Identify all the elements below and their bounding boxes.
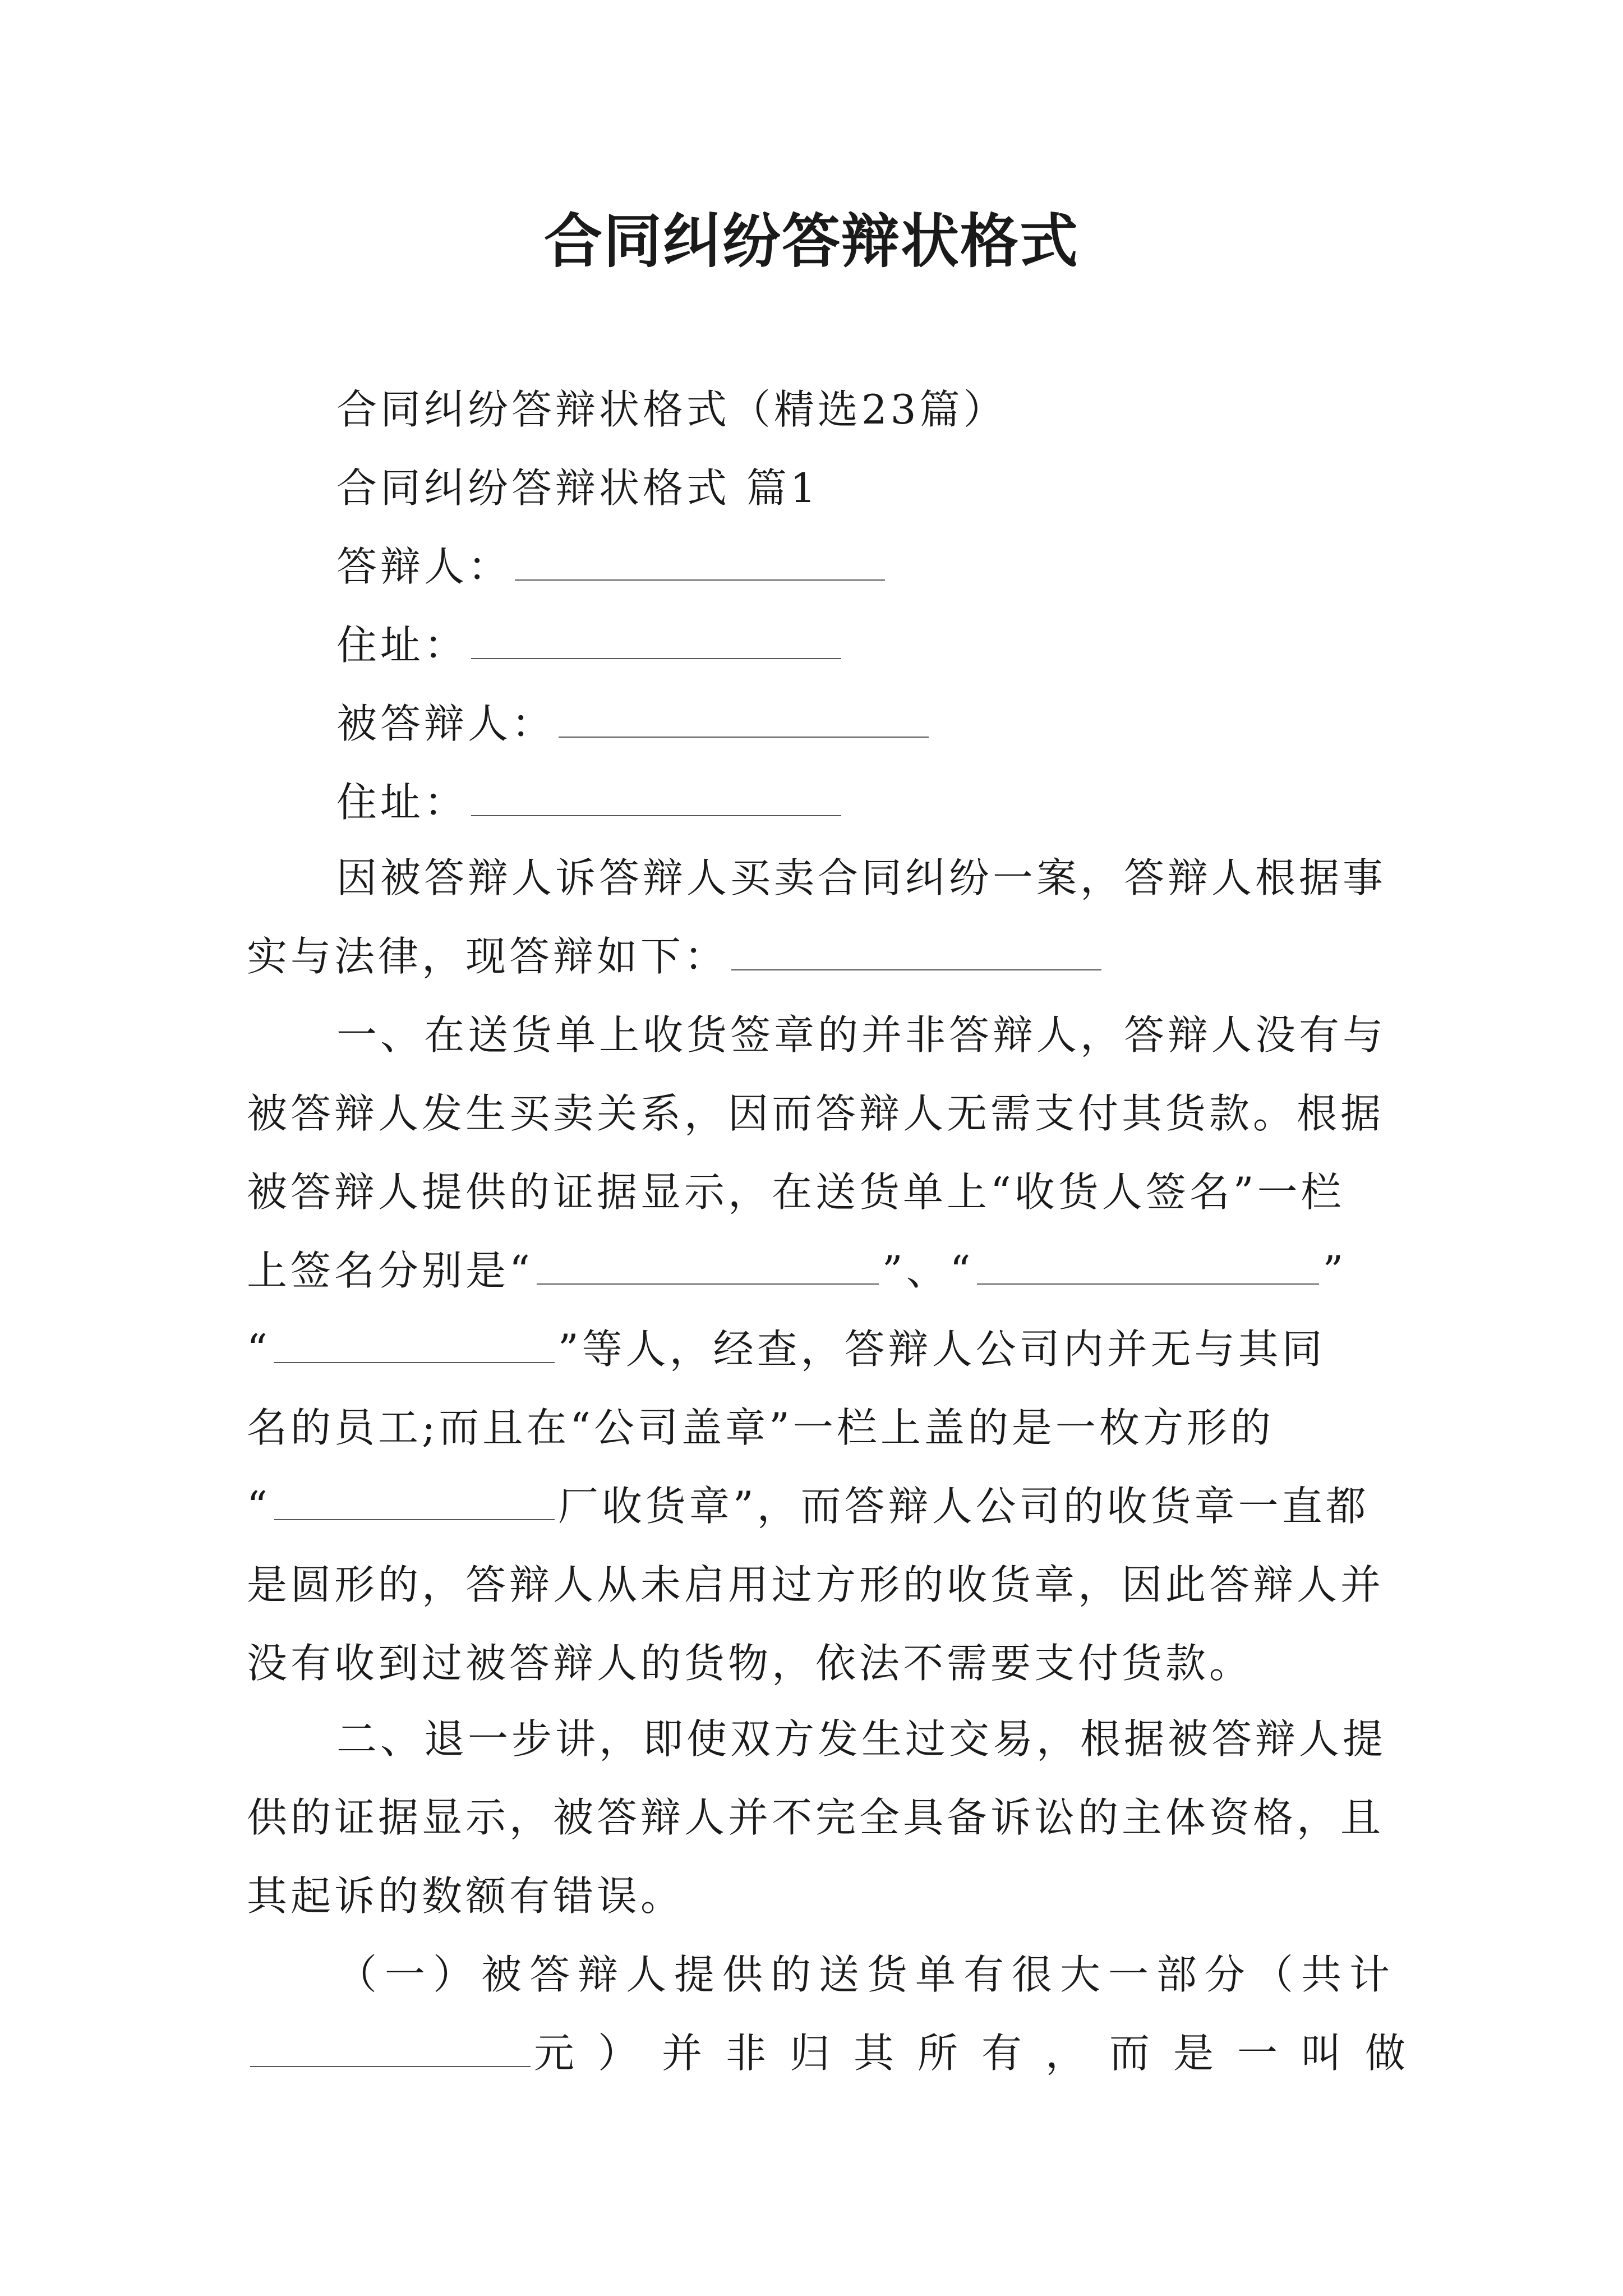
- p1-line-9: 没有收到过被答辩人的货物，依法不需要支付货款。: [247, 1640, 1253, 1687]
- plaintiff-blank: [559, 697, 929, 738]
- intro-blank: [731, 930, 1101, 970]
- p2-line-3: 其起诉的数额有错误。: [247, 1872, 685, 1920]
- respondent-field: [336, 539, 888, 595]
- intro-line-1: 因被答辩人诉答辩人买卖合同纠纷一案，答辩人根据事: [336, 854, 1387, 901]
- signature-blank-2: [977, 1244, 1319, 1285]
- p1-line-6: 名的员工;而且在“公司盖章”一栏上盖的是一枚方形的: [247, 1404, 1274, 1451]
- factory-name-blank: [274, 1480, 555, 1520]
- p1-line-8: 是圆形的，答辩人从未启用过方形的收货章，因此答辩人并: [247, 1561, 1385, 1608]
- intro-line-2-text: 实与法律，现答辩如下：: [247, 933, 728, 980]
- p2-line-2: 供的证据显示，被答辩人并不完全具备诉讼的主体资格，且: [247, 1794, 1385, 1841]
- plaintiff-label: 被答辩人：: [336, 700, 556, 747]
- section-heading: 合同纠纷答辩状格式 篇1: [336, 464, 819, 512]
- address-blank-2: [471, 776, 841, 816]
- p1-line-5: [247, 1321, 1326, 1377]
- p1-line-5-b: ”等人，经查，答辩人公司内并无与其同: [557, 1326, 1326, 1373]
- respondent-label: 答辩人：: [336, 543, 512, 590]
- p1-line-4-a: 上签名分别是“: [247, 1247, 533, 1294]
- address-field-1: [336, 617, 845, 673]
- intro-line-2: [247, 928, 1105, 984]
- address-field-2: [336, 774, 845, 830]
- p1-line-1: 一、在送货单上收货签章的并非答辩人，答辩人没有与: [336, 1011, 1387, 1059]
- respondent-blank: [515, 540, 885, 581]
- p3-line-2-text: 元）并非归其所有，而是一叫做: [534, 2030, 1430, 2077]
- address-label-2: 住址：: [336, 779, 468, 826]
- p1-line-7: [247, 1478, 1370, 1534]
- address-blank-1: [471, 619, 841, 659]
- p3-line-2: [247, 2025, 1429, 2081]
- amount-blank: [250, 2027, 531, 2067]
- signature-blank-1: [537, 1244, 879, 1285]
- p1-line-5-a: “: [247, 1326, 271, 1373]
- address-label-1: 住址：: [336, 622, 468, 669]
- plaintiff-field: [336, 696, 932, 752]
- p1-line-4: [247, 1243, 1347, 1299]
- subtitle: 合同纠纷答辩状格式（精选23篇）: [336, 386, 1007, 433]
- p1-line-4-c: ”: [1322, 1247, 1347, 1294]
- p1-line-7-b: 厂收货章”，而答辩人公司的收货章一直都: [557, 1483, 1370, 1530]
- p3-line-1: （一）被答辩人提供的送货单有很大一部分（共计: [336, 1951, 1398, 1998]
- p2-line-1: 二、退一步讲，即使双方发生过交易，根据被答辩人提: [336, 1715, 1387, 1763]
- signature-blank-3: [274, 1323, 555, 1363]
- p1-line-7-a: “: [247, 1483, 271, 1530]
- p1-line-2: 被答辩人发生买卖关系，因而答辩人无需支付其货款。根据: [247, 1090, 1385, 1137]
- p1-line-4-b: ”、“: [882, 1247, 974, 1294]
- document-title: 合同纠纷答辩状格式: [543, 207, 1079, 275]
- p1-line-3: 被答辩人提供的证据显示，在送货单上“收货人签名”一栏: [247, 1168, 1345, 1216]
